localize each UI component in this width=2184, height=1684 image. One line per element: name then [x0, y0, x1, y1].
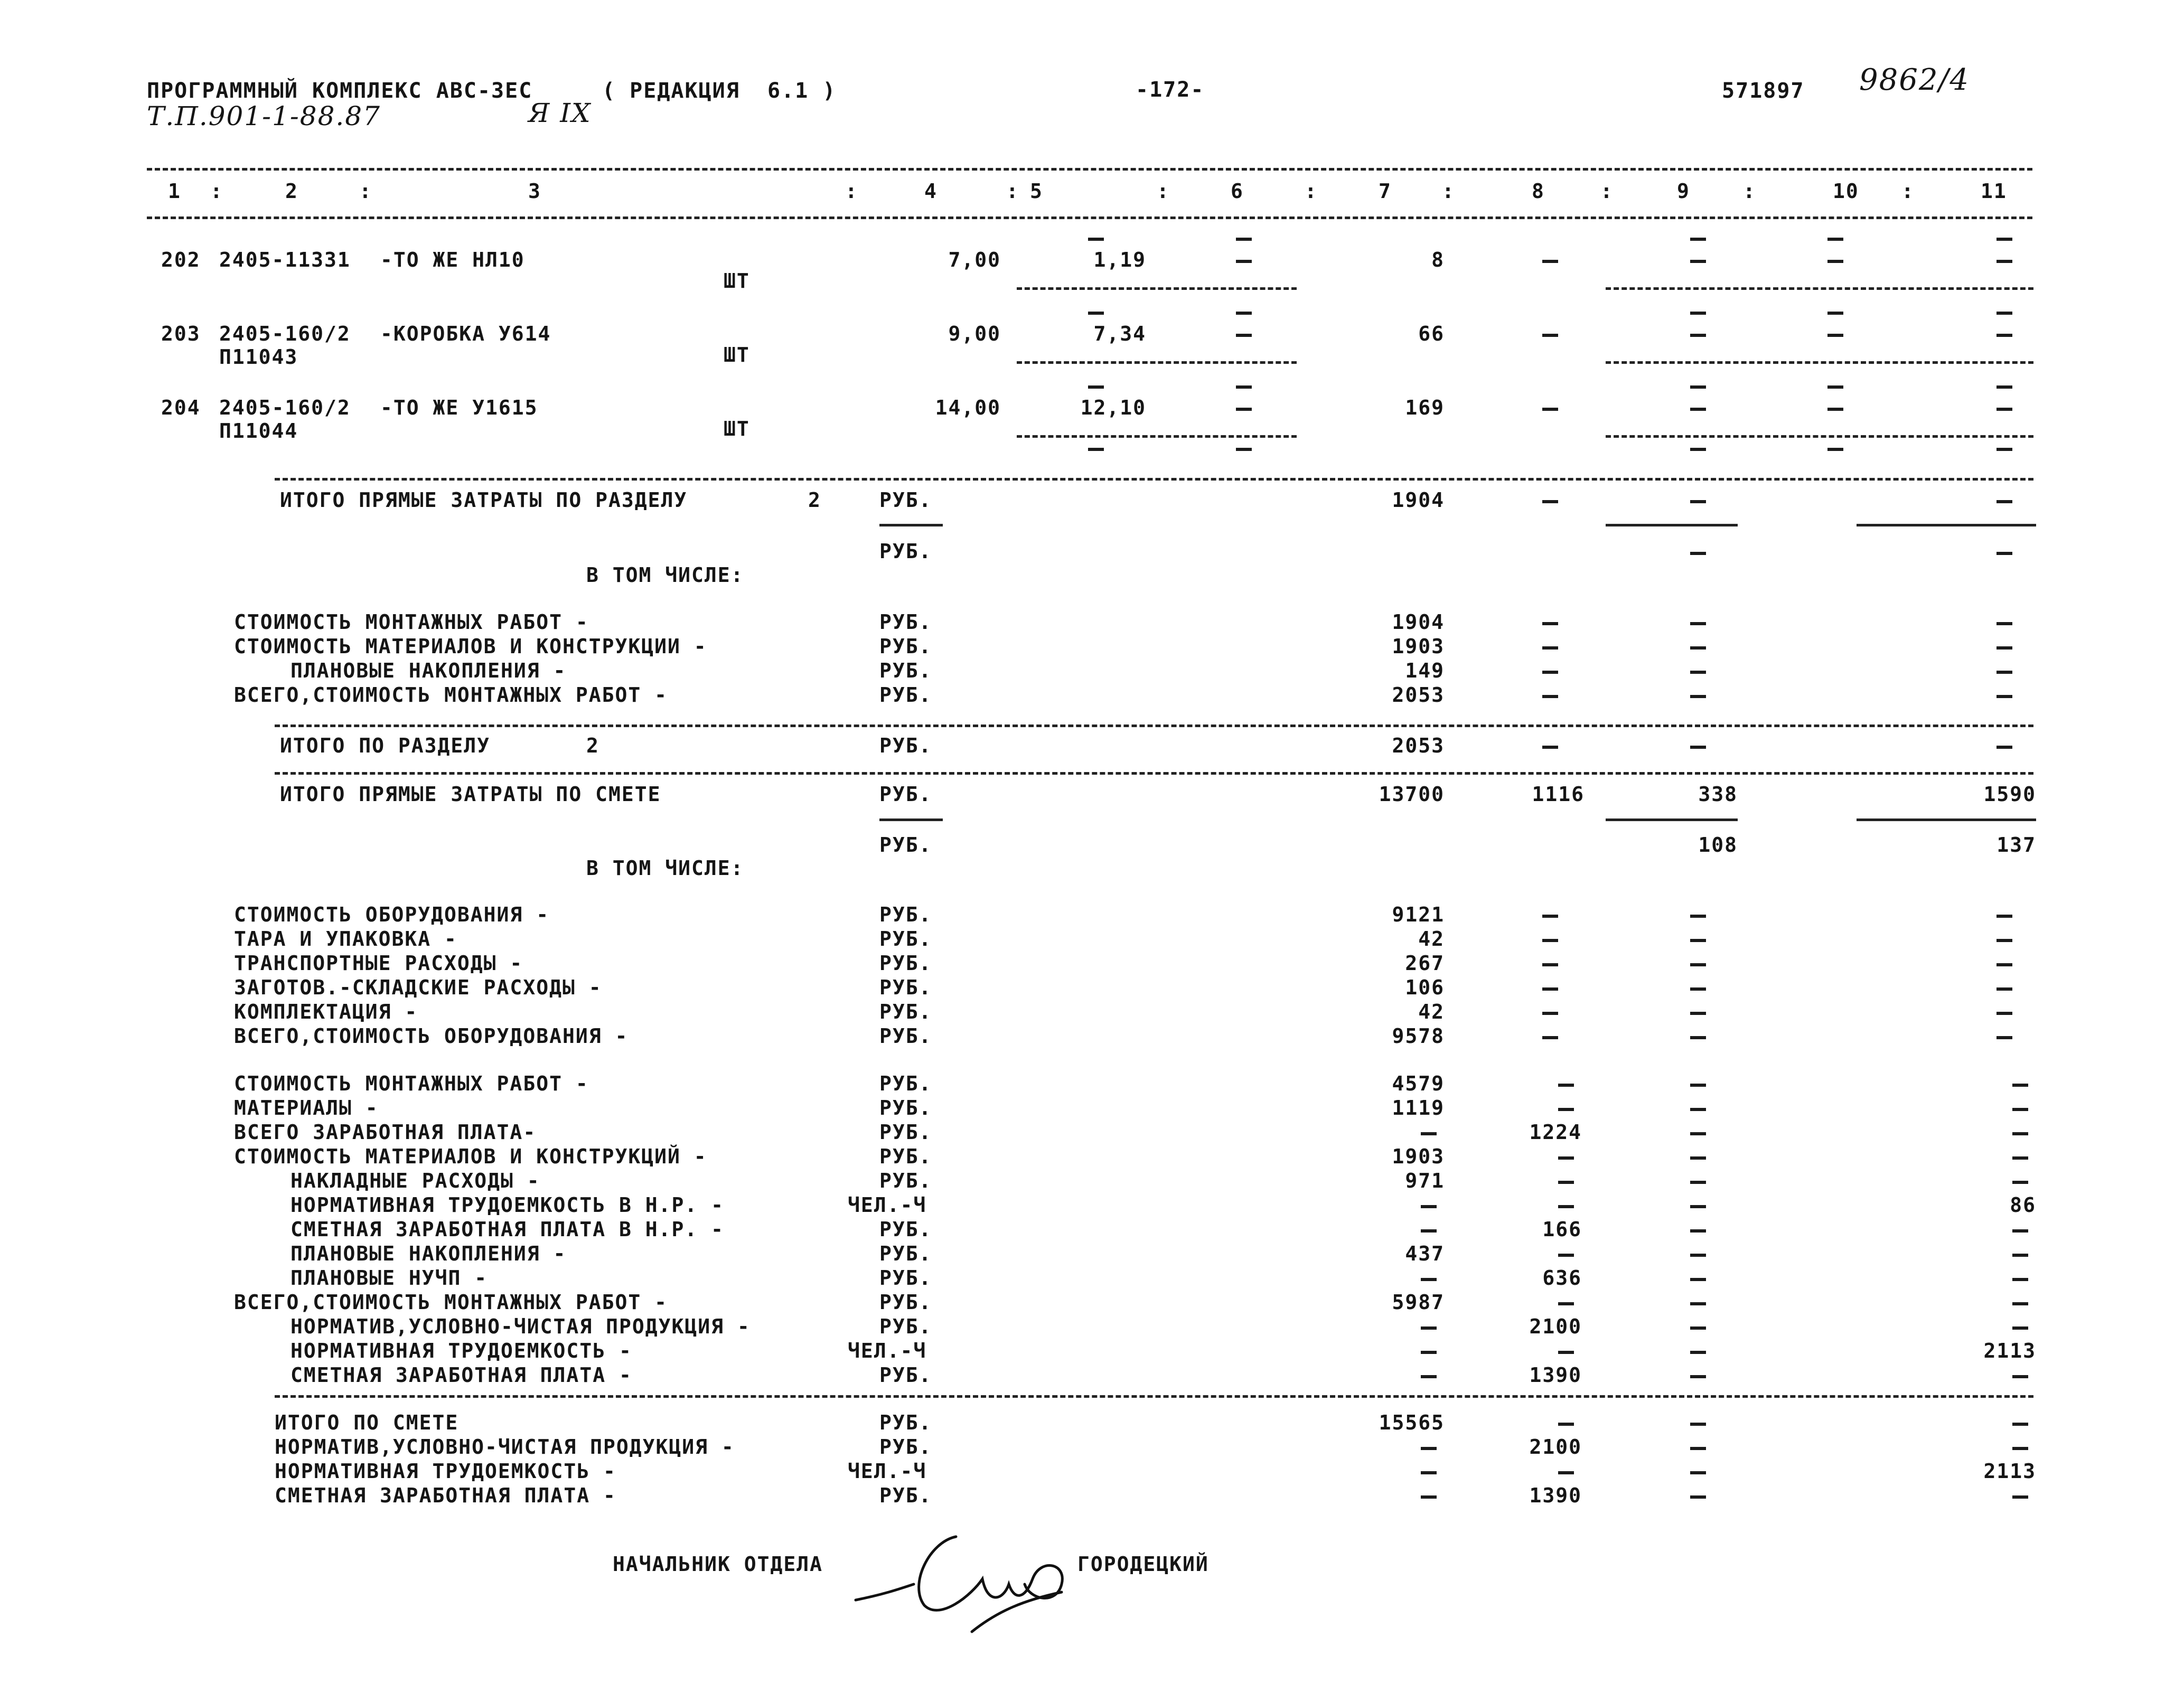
dash-mark	[1690, 408, 1706, 411]
dash-mark	[1690, 671, 1706, 674]
item-name: -ТО ЖЕ НЛ10	[380, 248, 525, 271]
dash-mark	[2012, 1326, 2028, 1330]
dash-mark	[2012, 1423, 2028, 1426]
unit: РУБ.	[879, 1435, 932, 1459]
dash-mark	[1558, 1302, 1574, 1305]
column-header-cell: 8	[1532, 180, 1545, 203]
dash-mark	[2012, 1181, 2028, 1184]
works-label: СТОИМОСТЬ МОНТАЖНЫХ РАБОТ -	[234, 1072, 589, 1095]
page-number: -172-	[1136, 78, 1205, 102]
program-name: ПРОГРАММНЫЙ КОМПЛЕКС АВС-3ЕС	[147, 79, 533, 103]
dash-mark	[1827, 408, 1843, 411]
column-header-cell: :	[1600, 180, 1614, 203]
works-label: ПЛАНОВЫЕ НАКОПЛЕНИЯ -	[290, 1242, 567, 1265]
column-header-cell: :	[1442, 180, 1455, 203]
column-header-cell: 2	[285, 180, 298, 203]
divider	[1857, 819, 2036, 821]
grand-label: НОРМАТИВНАЯ ТРУДОЕМКОСТЬ -	[275, 1460, 616, 1483]
divider	[147, 168, 2032, 171]
item-code: 2405-11331	[219, 248, 351, 271]
dash-mark	[2012, 1156, 2028, 1160]
dash-mark	[1690, 1326, 1706, 1330]
dash-mark	[1690, 1351, 1706, 1354]
dash-mark	[1690, 1012, 1706, 1015]
item-code: 2405-160/2	[219, 396, 351, 419]
column-header-cell: :	[359, 180, 372, 203]
works-label: НАКЛАДНЫЕ РАСХОДЫ -	[290, 1169, 540, 1192]
column-header-cell: 3	[528, 180, 541, 203]
item-name: -КОРОБКА У614	[380, 322, 551, 345]
grand-label: ИТОГО ПО СМЕТЕ	[275, 1411, 459, 1434]
dash-mark	[1690, 1495, 1706, 1499]
dash-mark	[1558, 1181, 1574, 1184]
unit: РУБ.	[879, 1266, 932, 1290]
dash-mark	[1690, 1229, 1706, 1233]
column-header-cell: :	[1006, 180, 1019, 203]
dash-mark	[2012, 1375, 2028, 1378]
dash-mark	[1236, 385, 1252, 389]
dash-mark	[1542, 987, 1558, 991]
section-total-label: ИТОГО ПО РАЗДЕЛУ	[280, 734, 491, 757]
unit: ЧЕЛ.-Ч	[848, 1460, 927, 1483]
dash-mark	[1236, 448, 1252, 451]
dash-mark	[1690, 1447, 1706, 1450]
section-number: 2	[808, 488, 821, 512]
grand-label: СМЕТНАЯ ЗАРАБОТНАЯ ПЛАТА -	[275, 1484, 616, 1507]
column-header-cell: 6	[1231, 180, 1244, 203]
equipment-value: 106	[1405, 976, 1445, 999]
item-total: 169	[1405, 396, 1445, 419]
dash-mark	[1690, 1302, 1706, 1305]
dash-mark	[1690, 312, 1706, 315]
unit: РУБ.	[879, 1096, 932, 1119]
dash-mark	[1690, 987, 1706, 991]
breakdown-label: СТОИМОСТЬ МОНТАЖНЫХ РАБОТ -	[234, 610, 589, 634]
equipment-value: 42	[1418, 927, 1445, 951]
dash-mark	[1690, 448, 1706, 451]
dash-mark	[1996, 939, 2012, 942]
dash-mark	[1690, 1036, 1706, 1039]
estimate-direct-c11: 1590	[1983, 783, 2036, 806]
item-unit: ШТ	[724, 343, 750, 366]
column-header-cell: :	[210, 180, 223, 203]
item-sub-code: П11044	[219, 419, 298, 443]
signature-name: ГОРОДЕЦКИЙ	[1077, 1553, 1209, 1576]
dash-mark	[1542, 963, 1558, 966]
dash-mark	[1690, 622, 1706, 625]
item-qty: 14,00	[935, 396, 1001, 419]
equipment-value: 267	[1405, 952, 1445, 975]
equipment-value: 9121	[1392, 903, 1445, 926]
dash-mark	[1996, 646, 2012, 650]
works-c8: 166	[1542, 1218, 1582, 1241]
dash-mark	[2012, 1254, 2028, 1257]
dash-mark	[1690, 1132, 1706, 1135]
doc-code: 571897	[1722, 79, 1805, 103]
column-header-cell: 5	[1030, 180, 1043, 203]
section-number: 2	[586, 734, 599, 757]
breakdown-total: 1903	[1392, 635, 1445, 658]
dash-mark	[1421, 1351, 1437, 1354]
dash-mark	[1996, 385, 2012, 389]
equipment-label: ТАРА И УПАКОВКА -	[234, 927, 457, 951]
divider	[1606, 361, 2033, 364]
dash-mark	[1236, 334, 1252, 337]
unit: РУБ.	[879, 833, 932, 857]
dash-mark	[1996, 408, 2012, 411]
unit: РУБ.	[879, 927, 932, 951]
works-c7: 4579	[1392, 1072, 1445, 1095]
divider	[1017, 287, 1297, 290]
column-header-cell: :	[845, 180, 858, 203]
dash-mark	[1996, 500, 2012, 503]
dash-mark	[1827, 334, 1843, 337]
dash-mark	[1827, 260, 1843, 263]
dash-mark	[1236, 312, 1252, 315]
dash-mark	[1088, 238, 1104, 241]
column-header-cell: 9	[1677, 180, 1690, 203]
dash-mark	[1542, 260, 1558, 263]
dash-mark	[1690, 385, 1706, 389]
dash-mark	[1542, 939, 1558, 942]
dash-mark	[2012, 1495, 2028, 1499]
in-that-number-label: В ТОМ ЧИСЛЕ:	[586, 857, 744, 880]
handwritten-album: Я IX	[528, 98, 592, 128]
dash-mark	[1690, 500, 1706, 503]
breakdown-label: ПЛАНОВЫЕ НАКОПЛЕНИЯ -	[290, 659, 567, 682]
equipment-label: ТРАНСПОРТНЫЕ РАСХОДЫ -	[234, 952, 523, 975]
works-c8: 2100	[1529, 1315, 1582, 1338]
dash-mark	[1542, 695, 1558, 698]
section-total: 2053	[1392, 734, 1445, 757]
divider	[1606, 819, 1738, 821]
dash-mark	[1236, 408, 1252, 411]
works-label: ПЛАНОВЫЕ НУЧП -	[290, 1266, 488, 1290]
divider	[147, 217, 2032, 219]
item-unit: ШТ	[724, 269, 750, 293]
unit: РУБ.	[879, 1121, 932, 1144]
divider	[275, 725, 2033, 727]
dash-mark	[1996, 1012, 2012, 1015]
dash-mark	[2012, 1447, 2028, 1450]
dash-mark	[1690, 1471, 1706, 1474]
item-qty: 9,00	[948, 322, 1001, 345]
dash-mark	[1690, 1278, 1706, 1281]
dash-mark	[1690, 746, 1706, 749]
grand-label: НОРМАТИВ,УСЛОВНО-ЧИСТАЯ ПРОДУКЦИЯ -	[275, 1435, 735, 1459]
works-label: НОРМАТИВНАЯ ТРУДОЕМКОСТЬ В Н.Р. -	[290, 1193, 724, 1217]
equipment-label: ВСЕГО,СТОИМОСТЬ ОБОРУДОВАНИЯ -	[234, 1024, 629, 1048]
works-c7: 1119	[1392, 1096, 1445, 1119]
works-c7: 971	[1405, 1169, 1445, 1192]
dash-mark	[1690, 646, 1706, 650]
works-label: МАТЕРИАЛЫ -	[234, 1096, 379, 1119]
unit: РУБ.	[879, 659, 932, 682]
works-c8: 636	[1542, 1266, 1582, 1290]
breakdown-total: 149	[1405, 659, 1445, 682]
works-c7: 5987	[1392, 1291, 1445, 1314]
estimate-direct-c8: 1116	[1532, 783, 1585, 806]
dash-mark	[1690, 1108, 1706, 1111]
dash-mark	[1996, 260, 2012, 263]
equipment-label: ЗАГОТОВ.-СКЛАДСКИЕ РАСХОДЫ -	[234, 976, 602, 999]
handwritten-ref: 9862/4	[1859, 63, 1970, 97]
unit: РУБ.	[879, 1000, 932, 1023]
dash-mark	[1690, 1156, 1706, 1160]
works-label: ВСЕГО ЗАРАБОТНАЯ ПЛАТА-	[234, 1121, 537, 1144]
unit: РУБ.	[879, 635, 932, 658]
dash-mark	[1558, 1156, 1574, 1160]
unit: РУБ.	[879, 1363, 932, 1387]
unit: ЧЕЛ.-Ч	[848, 1339, 927, 1362]
divider	[1017, 361, 1297, 364]
unit: ЧЕЛ.-Ч	[848, 1193, 927, 1217]
dash-mark	[1558, 1205, 1574, 1208]
divider	[1606, 287, 2033, 290]
unit: РУБ.	[879, 540, 932, 563]
in-that-number-label: В ТОМ ЧИСЛЕ:	[586, 563, 744, 587]
divider	[1606, 524, 1738, 526]
dash-mark	[1827, 238, 1843, 241]
dash-mark	[1421, 1205, 1437, 1208]
works-c11: 2113	[1983, 1339, 2036, 1362]
dash-mark	[1088, 448, 1104, 451]
dash-mark	[1558, 1254, 1574, 1257]
works-label: ВСЕГО,СТОИМОСТЬ МОНТАЖНЫХ РАБОТ -	[234, 1291, 668, 1314]
item-code: 2405-160/2	[219, 322, 351, 345]
column-header-cell: 7	[1379, 180, 1392, 203]
item-number: 202	[161, 248, 201, 271]
item-qty: 7,00	[948, 248, 1001, 271]
dash-mark	[2012, 1229, 2028, 1233]
estimate-direct-c9b: 108	[1698, 833, 1738, 857]
divider	[1857, 524, 2036, 526]
works-c11: 86	[2010, 1193, 2036, 1217]
divider	[1017, 435, 1297, 438]
dash-mark	[1690, 1084, 1706, 1087]
dash-mark	[1558, 1351, 1574, 1354]
dash-mark	[1542, 500, 1558, 503]
grand-c8: 2100	[1529, 1435, 1582, 1459]
signature-title: НАЧАЛЬНИК ОТДЕЛА	[613, 1553, 823, 1576]
handwritten-signature	[850, 1521, 1077, 1653]
unit: РУБ.	[879, 1484, 932, 1507]
dash-mark	[1542, 622, 1558, 625]
unit: РУБ.	[879, 1291, 932, 1314]
dash-mark	[2012, 1084, 2028, 1087]
dash-mark	[1690, 552, 1706, 555]
grand-c7: 15565	[1379, 1411, 1445, 1434]
grand-c11: 2113	[1983, 1460, 2036, 1483]
works-label: НОРМАТИВНАЯ ТРУДОЕМКОСТЬ -	[290, 1339, 632, 1362]
unit: РУБ.	[879, 1145, 932, 1168]
dash-mark	[1542, 408, 1558, 411]
works-c8: 1224	[1529, 1121, 1582, 1144]
unit: РУБ.	[879, 1024, 932, 1048]
equipment-value: 9578	[1392, 1024, 1445, 1048]
dash-mark	[1690, 1423, 1706, 1426]
item-number: 204	[161, 396, 201, 419]
dash-mark	[1690, 1205, 1706, 1208]
dash-mark	[1690, 334, 1706, 337]
item-total: 66	[1418, 322, 1445, 345]
estimate-direct-total: 13700	[1379, 783, 1445, 806]
equipment-value: 42	[1418, 1000, 1445, 1023]
column-header-cell: :	[1901, 180, 1915, 203]
works-label: НОРМАТИВ,УСЛОВНО-ЧИСТАЯ ПРОДУКЦИЯ -	[290, 1315, 751, 1338]
estimate-direct-c11b: 137	[1996, 833, 2036, 857]
dash-mark	[2012, 1132, 2028, 1135]
dash-mark	[1690, 260, 1706, 263]
dash-mark	[1827, 448, 1843, 451]
dash-mark	[1421, 1471, 1437, 1474]
dash-mark	[1690, 1375, 1706, 1378]
dash-mark	[1690, 238, 1706, 241]
unit: РУБ.	[879, 1411, 932, 1434]
item-price: 7,34	[1093, 322, 1146, 345]
dash-mark	[1996, 238, 2012, 241]
unit: РУБ.	[879, 734, 932, 757]
dash-mark	[1827, 385, 1843, 389]
dash-mark	[1542, 671, 1558, 674]
dash-mark	[1542, 1036, 1558, 1039]
dash-mark	[1996, 448, 2012, 451]
dash-mark	[2012, 1108, 2028, 1111]
dash-mark	[1558, 1471, 1574, 1474]
dash-mark	[1690, 915, 1706, 918]
dash-mark	[1558, 1108, 1574, 1111]
estimate-direct-label: ИТОГО ПРЯМЫЕ ЗАТРАТЫ ПО СМЕТЕ	[280, 783, 661, 806]
unit: РУБ.	[879, 952, 932, 975]
dash-mark	[1996, 552, 2012, 555]
works-label: СМЕТНАЯ ЗАРАБОТНАЯ ПЛАТА -	[290, 1363, 632, 1387]
unit: РУБ.	[879, 1169, 932, 1192]
dash-mark	[1088, 312, 1104, 315]
estimate-direct-c9: 338	[1698, 783, 1738, 806]
unit: РУБ.	[879, 1072, 932, 1095]
breakdown-total: 2053	[1392, 683, 1445, 707]
dash-mark	[1236, 238, 1252, 241]
column-header-cell: 1	[168, 180, 181, 203]
equipment-label: КОМПЛЕКТАЦИЯ -	[234, 1000, 418, 1023]
section-direct-total: 1904	[1392, 488, 1445, 512]
unit: РУБ.	[879, 783, 932, 806]
works-label: СТОИМОСТЬ МАТЕРИАЛОВ И КОНСТРУКЦИЙ -	[234, 1145, 707, 1168]
handwritten-tp: Т.П.901-1-88.87	[147, 101, 381, 131]
unit: РУБ.	[879, 683, 932, 707]
dash-mark	[1996, 746, 2012, 749]
dash-mark	[1542, 334, 1558, 337]
item-total: 8	[1431, 248, 1445, 271]
dash-mark	[1996, 312, 2012, 315]
dash-mark	[1088, 385, 1104, 389]
divider	[275, 772, 2033, 775]
dash-mark	[2012, 1302, 2028, 1305]
dash-mark	[1996, 915, 2012, 918]
column-header-cell: 4	[924, 180, 938, 203]
divider	[275, 478, 2033, 481]
dash-mark	[2012, 1278, 2028, 1281]
dash-mark	[1690, 1254, 1706, 1257]
unit: РУБ.	[879, 1242, 932, 1265]
item-name: -ТО ЖЕ У1615	[380, 396, 538, 419]
dash-mark	[1542, 746, 1558, 749]
grand-c8: 1390	[1529, 1484, 1582, 1507]
item-price: 12,10	[1080, 396, 1146, 419]
unit: РУБ.	[879, 610, 932, 634]
column-header-cell: 11	[1981, 180, 2007, 203]
dash-mark	[1996, 671, 2012, 674]
divider	[879, 524, 943, 526]
unit: РУБ.	[879, 488, 932, 512]
unit: РУБ.	[879, 976, 932, 999]
column-header-cell: :	[1743, 180, 1756, 203]
dash-mark	[1542, 915, 1558, 918]
equipment-label: СТОИМОСТЬ ОБОРУДОВАНИЯ -	[234, 903, 550, 926]
dash-mark	[1996, 695, 2012, 698]
dash-mark	[1996, 987, 2012, 991]
edition: ( РЕДАКЦИЯ 6.1 )	[602, 79, 837, 103]
dash-mark	[1690, 939, 1706, 942]
divider	[879, 819, 943, 821]
dash-mark	[1558, 1084, 1574, 1087]
breakdown-total: 1904	[1392, 610, 1445, 634]
dash-mark	[1996, 963, 2012, 966]
dash-mark	[1690, 1181, 1706, 1184]
dash-mark	[1996, 334, 2012, 337]
unit: РУБ.	[879, 1315, 932, 1338]
works-c7: 1903	[1392, 1145, 1445, 1168]
dash-mark	[1827, 312, 1843, 315]
dash-mark	[1690, 963, 1706, 966]
works-c7: 437	[1405, 1242, 1445, 1265]
dash-mark	[1996, 1036, 2012, 1039]
item-sub-code: П11043	[219, 345, 298, 369]
dash-mark	[1996, 622, 2012, 625]
divider	[275, 1395, 2033, 1398]
dash-mark	[1542, 646, 1558, 650]
breakdown-label: ВСЕГО,СТОИМОСТЬ МОНТАЖНЫХ РАБОТ -	[234, 683, 668, 707]
column-header-cell: :	[1305, 180, 1318, 203]
dash-mark	[1558, 1423, 1574, 1426]
unit: РУБ.	[879, 903, 932, 926]
works-c8: 1390	[1529, 1363, 1582, 1387]
section-direct-label: ИТОГО ПРЯМЫЕ ЗАТРАТЫ ПО РАЗДЕЛУ	[280, 488, 688, 512]
unit: РУБ.	[879, 1218, 932, 1241]
dash-mark	[1236, 260, 1252, 263]
item-unit: ШТ	[724, 417, 750, 440]
divider	[1606, 435, 2033, 438]
column-header-cell: 10	[1833, 180, 1859, 203]
item-number: 203	[161, 322, 201, 345]
dash-mark	[1690, 695, 1706, 698]
works-label: СМЕТНАЯ ЗАРАБОТНАЯ ПЛАТА В Н.Р. -	[290, 1218, 724, 1241]
item-price: 1,19	[1093, 248, 1146, 271]
column-header-cell: :	[1157, 180, 1170, 203]
dash-mark	[1542, 1012, 1558, 1015]
breakdown-label: СТОИМОСТЬ МАТЕРИАЛОВ И КОНСТРУКЦИИ -	[234, 635, 707, 658]
